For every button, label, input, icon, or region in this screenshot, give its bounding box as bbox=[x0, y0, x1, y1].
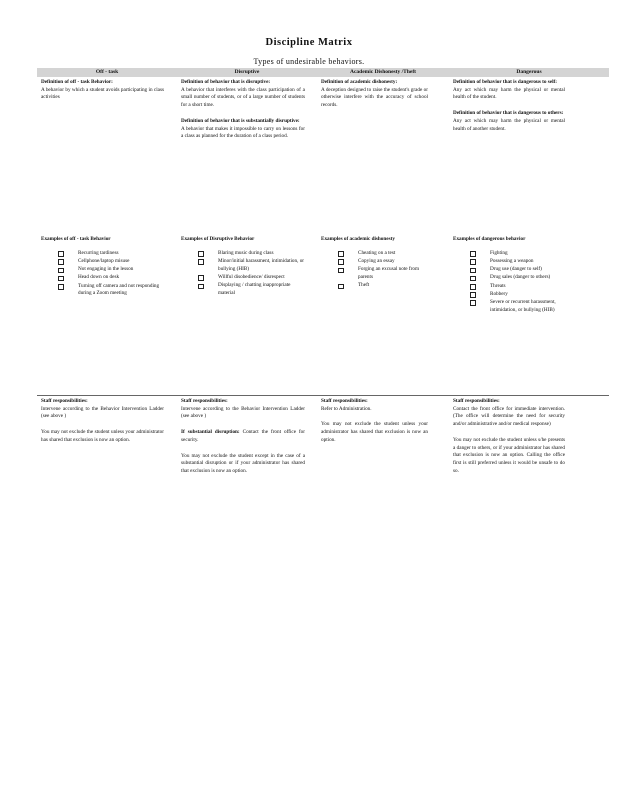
list-item: Drug sales (danger to others) bbox=[470, 274, 565, 282]
definition-text: A behavior by which a student avoids participating in class activities bbox=[41, 86, 164, 101]
row-divider bbox=[37, 395, 609, 396]
header-academic-dishonesty: Academic Dishonesty /Theft bbox=[350, 69, 416, 75]
examples-list bbox=[321, 250, 428, 290]
list-item: Willful disobedience/ disrespect bbox=[198, 274, 305, 282]
definition-off-task bbox=[41, 79, 164, 109]
staff-subheading: If substantial disruption: bbox=[181, 429, 240, 436]
staff-subtext: Contact the front office for security. bbox=[181, 429, 305, 443]
definition-text: A behavior that interferes with the class participation of a small number of students, or of a large number of students for a short time. bbox=[181, 86, 305, 109]
definition-heading: Definition of behavior that is disruptive: bbox=[181, 79, 271, 85]
list-item: Cheating on a test bbox=[338, 250, 428, 258]
list-item: Robbery bbox=[470, 291, 565, 299]
definition-heading: Definition of academic dishonesty: bbox=[321, 79, 398, 85]
staff-heading: Staff responsibilities: bbox=[41, 398, 88, 404]
staff-academic bbox=[321, 398, 428, 452]
definition-dangerous bbox=[453, 79, 565, 140]
examples-academic bbox=[321, 236, 428, 290]
definition-academic bbox=[321, 79, 428, 117]
staff-dangerous bbox=[453, 398, 565, 482]
examples-heading: Examples of off - task Behavior bbox=[41, 236, 111, 242]
definition-heading: Definition of behavior that is substantially disruptive: bbox=[181, 117, 300, 124]
list-item: Threats bbox=[470, 283, 565, 291]
list-item: Blaring music during class bbox=[198, 250, 305, 258]
examples-list bbox=[453, 250, 565, 315]
definition-text: Any act which may harm the physical or mental health of another student. bbox=[453, 117, 565, 132]
definition-text: A behavior that makes it impossible to carry on lessons for a class as planned for the duration of a class period. bbox=[181, 125, 305, 140]
list-item: Displaying / chatting inappropriate material bbox=[198, 282, 305, 297]
list-item: Fighting bbox=[470, 250, 565, 258]
staff-text: You may not exclude the student unless your administrator has shared that exclusion is now an option. bbox=[41, 429, 164, 443]
examples-heading: Examples of dangerous behavior bbox=[453, 236, 526, 242]
staff-text: Contact the front office for immediate intervention. (The office will determine the need for security and/or administrative and/or medical response) bbox=[453, 405, 565, 428]
list-item: Turning off camera and not responding during a Zoom meeting bbox=[58, 283, 164, 298]
list-item: Cellphone/laptop misuse bbox=[58, 258, 164, 266]
list-item: Drug use (danger to self) bbox=[470, 266, 565, 274]
staff-text: You may not exclude the student unless your administrator has shared that exclusion is now an option. bbox=[321, 421, 428, 443]
staff-text bbox=[181, 429, 305, 444]
definition-heading: Definition of behavior that is dangerous to others: bbox=[453, 110, 564, 117]
examples-heading: Examples of academic dishonesty bbox=[321, 236, 395, 242]
staff-text: You may not exclude the student unless s/he presents a danger to others, or if your administrator has shared that exclusion is now an option. Calling the office first is still preferred unless it would be unsafe to do so. bbox=[453, 436, 565, 474]
list-item: Minor/initial harassment, intimidation, or bullying (HIB) bbox=[198, 258, 305, 273]
list-item: Recurring tardiness bbox=[58, 250, 164, 258]
header-off-task: Off - task bbox=[95, 69, 119, 75]
definition-text: A deception designed to raise the student's grade or otherwise interfere with the accuracy of school records. bbox=[321, 86, 428, 109]
header-dangerous: Dangerous bbox=[516, 69, 542, 75]
staff-text: Intervene according to the Behavior Intervention Ladder (see above ) bbox=[41, 405, 164, 420]
examples-disruptive bbox=[181, 236, 305, 298]
staff-text: Refer to Administration. bbox=[321, 405, 372, 412]
definition-disruptive bbox=[181, 79, 305, 148]
staff-disruptive bbox=[181, 398, 305, 483]
staff-text: Intervene according to the Behavior Intervention Ladder (see above ) bbox=[181, 405, 305, 420]
staff-heading: Staff responsibilities: bbox=[453, 398, 500, 404]
list-item: Theft bbox=[338, 282, 428, 290]
header-disruptive: Disruptive bbox=[234, 69, 260, 75]
page-subtitle: Types of undesirable behaviors. bbox=[253, 57, 365, 66]
staff-heading: Staff responsibilities: bbox=[321, 398, 368, 404]
examples-list bbox=[41, 250, 164, 298]
list-item: Not engaging in the lesson bbox=[58, 266, 164, 274]
staff-text: You may not exclude the student except in the case of a substantial disruption or if your administrator has shared that exclusion is now an option. bbox=[181, 452, 305, 474]
definition-text: Any act which may harm the physical or mental health of the student. bbox=[453, 86, 565, 101]
list-item: Head down on desk bbox=[58, 274, 164, 282]
examples-list bbox=[181, 250, 305, 298]
list-item: Copying an essay bbox=[338, 258, 428, 266]
examples-off-task bbox=[41, 236, 164, 298]
staff-heading: Staff responsibilities: bbox=[181, 398, 228, 404]
examples-heading: Examples of Disruptive Behavior bbox=[181, 236, 255, 242]
column-header-row bbox=[37, 68, 609, 77]
list-item: Severe or recurrent harassment, intimidation, or bullying (HIB) bbox=[470, 299, 565, 314]
list-item: Possessing a weapon bbox=[470, 258, 565, 266]
staff-off-task bbox=[41, 398, 164, 452]
definition-heading: Definition of off - task Behavior: bbox=[41, 79, 113, 85]
examples-dangerous bbox=[453, 236, 565, 315]
definition-heading: Definition of behavior that is dangerous to self: bbox=[453, 79, 557, 85]
list-item: Forging an excusal note from parents bbox=[338, 266, 428, 281]
page-title: Discipline Matrix bbox=[265, 37, 353, 48]
